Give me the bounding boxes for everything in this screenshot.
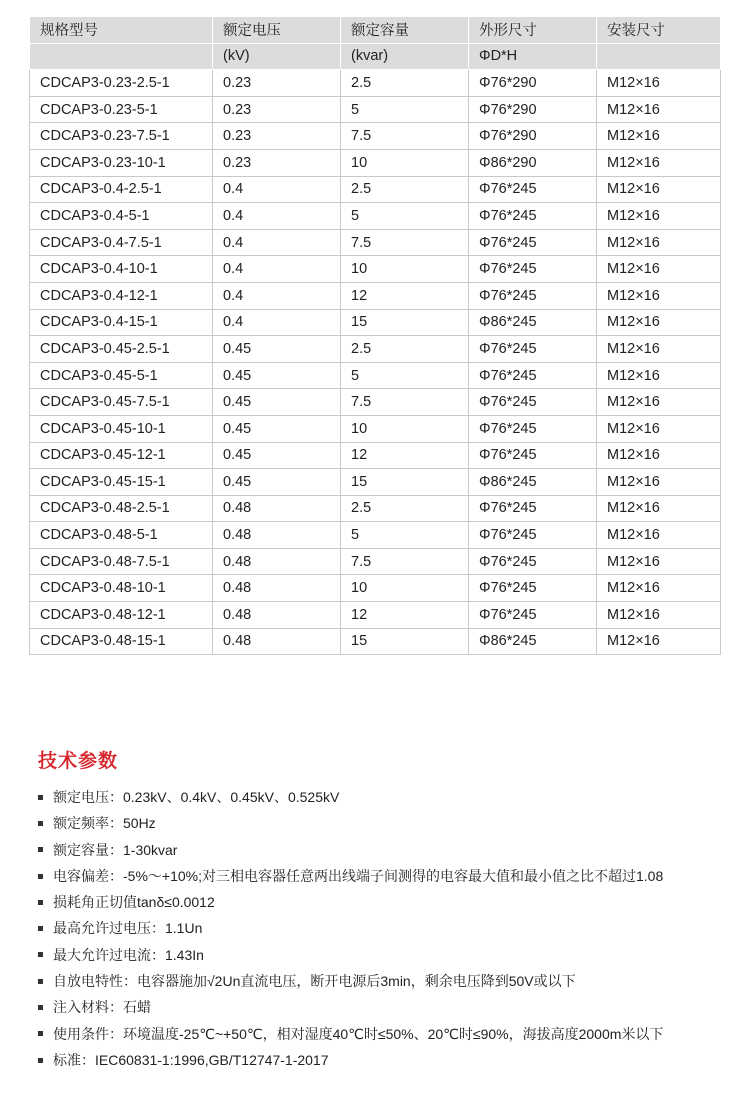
cell-mounting: M12×16 <box>597 176 721 203</box>
cell-capacity: 10 <box>341 575 469 602</box>
cell-dimensions: Φ76*290 <box>469 70 597 97</box>
param-text: 自放电特性：电容器施加√2Un直流电压，断开电源后3min，剩余电压降到50V或以下 <box>53 973 576 990</box>
spec-table-body <box>30 17 721 655</box>
header-cell-voltage: 额定电压 <box>213 17 341 44</box>
cell-model: CDCAP3-0.4-15-1 <box>30 309 213 336</box>
cell-mounting: M12×16 <box>597 548 721 575</box>
cell-voltage: 0.4 <box>213 176 341 203</box>
units-cell-voltage: (kV) <box>213 43 341 70</box>
bullet-icon <box>38 1005 43 1010</box>
cell-model: CDCAP3-0.23-10-1 <box>30 149 213 176</box>
cell-model: CDCAP3-0.45-2.5-1 <box>30 336 213 363</box>
bullet-icon <box>38 900 43 905</box>
cell-model: CDCAP3-0.48-7.5-1 <box>30 548 213 575</box>
cell-model: CDCAP3-0.4-12-1 <box>30 282 213 309</box>
cell-dimensions: Φ76*245 <box>469 203 597 230</box>
cell-voltage: 0.4 <box>213 256 341 283</box>
cell-dimensions: Φ76*245 <box>469 602 597 629</box>
cell-voltage: 0.23 <box>213 123 341 150</box>
param-text: 损耗角正切值tanδ≤0.0012 <box>53 894 215 911</box>
cell-dimensions: Φ76*245 <box>469 362 597 389</box>
list-item <box>38 810 663 836</box>
list-item <box>38 889 663 915</box>
cell-mounting: M12×16 <box>597 362 721 389</box>
units-cell-mounting <box>597 43 721 70</box>
cell-mounting: M12×16 <box>597 469 721 496</box>
cell-model: CDCAP3-0.45-5-1 <box>30 362 213 389</box>
table-row <box>30 282 721 309</box>
cell-voltage: 0.48 <box>213 495 341 522</box>
list-item <box>38 915 663 941</box>
cell-model: CDCAP3-0.23-5-1 <box>30 96 213 123</box>
cell-model: CDCAP3-0.48-5-1 <box>30 522 213 549</box>
cell-voltage: 0.48 <box>213 548 341 575</box>
param-text: 额定频率：50Hz <box>53 815 156 832</box>
cell-capacity: 2.5 <box>341 70 469 97</box>
cell-mounting: M12×16 <box>597 575 721 602</box>
table-row <box>30 548 721 575</box>
cell-mounting: M12×16 <box>597 123 721 150</box>
cell-voltage: 0.48 <box>213 575 341 602</box>
cell-voltage: 0.45 <box>213 415 341 442</box>
table-units-row <box>30 43 721 70</box>
cell-model: CDCAP3-0.23-2.5-1 <box>30 70 213 97</box>
cell-capacity: 12 <box>341 442 469 469</box>
cell-mounting: M12×16 <box>597 602 721 629</box>
bullet-icon <box>38 821 43 826</box>
cell-voltage: 0.23 <box>213 70 341 97</box>
cell-capacity: 7.5 <box>341 389 469 416</box>
table-row <box>30 336 721 363</box>
cell-model: CDCAP3-0.48-2.5-1 <box>30 495 213 522</box>
table-row <box>30 309 721 336</box>
cell-dimensions: Φ86*290 <box>469 149 597 176</box>
spec-table <box>29 16 721 655</box>
table-row <box>30 70 721 97</box>
cell-capacity: 7.5 <box>341 548 469 575</box>
cell-dimensions: Φ76*245 <box>469 442 597 469</box>
cell-dimensions: Φ76*245 <box>469 256 597 283</box>
header-cell-mounting: 安装尺寸 <box>597 17 721 44</box>
cell-capacity: 10 <box>341 415 469 442</box>
cell-capacity: 7.5 <box>341 229 469 256</box>
cell-dimensions: Φ76*245 <box>469 336 597 363</box>
cell-capacity: 5 <box>341 203 469 230</box>
cell-model: CDCAP3-0.4-5-1 <box>30 203 213 230</box>
cell-capacity: 2.5 <box>341 176 469 203</box>
cell-mounting: M12×16 <box>597 149 721 176</box>
table-row <box>30 495 721 522</box>
cell-dimensions: Φ76*290 <box>469 96 597 123</box>
list-item <box>38 837 663 863</box>
cell-dimensions: Φ76*245 <box>469 522 597 549</box>
tech-params-list <box>38 784 663 1073</box>
table-row <box>30 442 721 469</box>
cell-model: CDCAP3-0.45-12-1 <box>30 442 213 469</box>
table-row <box>30 362 721 389</box>
table-row <box>30 575 721 602</box>
list-item <box>38 942 663 968</box>
cell-mounting: M12×16 <box>597 522 721 549</box>
list-item <box>38 1047 663 1073</box>
cell-dimensions: Φ86*245 <box>469 628 597 655</box>
cell-capacity: 15 <box>341 628 469 655</box>
cell-capacity: 12 <box>341 282 469 309</box>
cell-model: CDCAP3-0.4-7.5-1 <box>30 229 213 256</box>
cell-capacity: 10 <box>341 149 469 176</box>
table-row <box>30 176 721 203</box>
table-row <box>30 256 721 283</box>
cell-voltage: 0.45 <box>213 442 341 469</box>
table-row <box>30 522 721 549</box>
cell-model: CDCAP3-0.4-10-1 <box>30 256 213 283</box>
cell-voltage: 0.4 <box>213 229 341 256</box>
cell-mounting: M12×16 <box>597 229 721 256</box>
cell-voltage: 0.4 <box>213 282 341 309</box>
list-item <box>38 1021 663 1047</box>
bullet-icon <box>38 979 43 984</box>
table-row <box>30 415 721 442</box>
bullet-icon <box>38 874 43 879</box>
cell-mounting: M12×16 <box>597 389 721 416</box>
bullet-icon <box>38 1031 43 1036</box>
param-text: 额定电压：0.23kV、0.4kV、0.45kV、0.525kV <box>53 789 340 805</box>
cell-dimensions: Φ76*245 <box>469 229 597 256</box>
cell-mounting: M12×16 <box>597 495 721 522</box>
cell-model: CDCAP3-0.45-15-1 <box>30 469 213 496</box>
param-text: 电容偏差：-5%～+10%;对三相电容器任意两出线端子间测得的电容最大值和最小值之比不超过1.08 <box>53 867 664 884</box>
tech-params-title: 技术参数 <box>38 751 119 772</box>
cell-mounting: M12×16 <box>597 96 721 123</box>
list-item <box>38 994 663 1020</box>
table-header-row <box>30 17 721 44</box>
cell-mounting: M12×16 <box>597 203 721 230</box>
table-row <box>30 96 721 123</box>
param-text: 额定容量：1-30kvar <box>53 841 178 858</box>
cell-capacity: 12 <box>341 602 469 629</box>
cell-dimensions: Φ76*245 <box>469 575 597 602</box>
table-row <box>30 149 721 176</box>
cell-capacity: 7.5 <box>341 123 469 150</box>
cell-voltage: 0.48 <box>213 628 341 655</box>
units-cell-capacity: (kvar) <box>341 43 469 70</box>
cell-model: CDCAP3-0.23-7.5-1 <box>30 123 213 150</box>
cell-voltage: 0.23 <box>213 149 341 176</box>
bullet-icon <box>38 952 43 957</box>
cell-dimensions: Φ86*245 <box>469 469 597 496</box>
table-row <box>30 389 721 416</box>
cell-dimensions: Φ76*245 <box>469 548 597 575</box>
cell-capacity: 5 <box>341 96 469 123</box>
param-text: 使用条件：环境温度-25℃~+50℃，相对湿度40℃时≤50%、20℃时≤90%，海拔高度2000m米以下 <box>53 1025 664 1042</box>
cell-mounting: M12×16 <box>597 415 721 442</box>
cell-mounting: M12×16 <box>597 282 721 309</box>
bullet-icon <box>38 847 43 852</box>
cell-voltage: 0.4 <box>213 309 341 336</box>
cell-capacity: 10 <box>341 256 469 283</box>
list-item <box>38 968 663 994</box>
cell-mounting: M12×16 <box>597 442 721 469</box>
units-cell-model <box>30 43 213 70</box>
cell-capacity: 2.5 <box>341 336 469 363</box>
list-item <box>38 863 663 889</box>
units-cell-dimensions: ΦD*H <box>469 43 597 70</box>
cell-model: CDCAP3-0.4-2.5-1 <box>30 176 213 203</box>
cell-model: CDCAP3-0.45-7.5-1 <box>30 389 213 416</box>
table-row <box>30 203 721 230</box>
cell-dimensions: Φ76*245 <box>469 176 597 203</box>
cell-voltage: 0.45 <box>213 362 341 389</box>
header-cell-model: 规格型号 <box>30 17 213 44</box>
param-text: 最高允许过电压：1.1Un <box>53 920 203 937</box>
cell-mounting: M12×16 <box>597 628 721 655</box>
cell-mounting: M12×16 <box>597 256 721 283</box>
cell-voltage: 0.45 <box>213 469 341 496</box>
param-text: 标准：IEC60831-1:1996,GB/T12747-1-2017 <box>53 1051 329 1068</box>
cell-voltage: 0.48 <box>213 522 341 549</box>
param-text: 注入材料：石蜡 <box>53 999 151 1016</box>
table-row <box>30 229 721 256</box>
cell-voltage: 0.45 <box>213 336 341 363</box>
cell-model: CDCAP3-0.48-15-1 <box>30 628 213 655</box>
cell-voltage: 0.45 <box>213 389 341 416</box>
cell-model: CDCAP3-0.48-10-1 <box>30 575 213 602</box>
cell-dimensions: Φ76*245 <box>469 282 597 309</box>
table-row <box>30 628 721 655</box>
table-row <box>30 469 721 496</box>
cell-voltage: 0.48 <box>213 602 341 629</box>
cell-dimensions: Φ86*245 <box>469 309 597 336</box>
cell-mounting: M12×16 <box>597 336 721 363</box>
bullet-icon <box>38 926 43 931</box>
cell-mounting: M12×16 <box>597 70 721 97</box>
cell-model: CDCAP3-0.45-10-1 <box>30 415 213 442</box>
cell-voltage: 0.4 <box>213 203 341 230</box>
cell-capacity: 5 <box>341 522 469 549</box>
cell-capacity: 15 <box>341 309 469 336</box>
cell-model: CDCAP3-0.48-12-1 <box>30 602 213 629</box>
bullet-icon <box>38 1058 43 1063</box>
cell-dimensions: Φ76*290 <box>469 123 597 150</box>
cell-dimensions: Φ76*245 <box>469 389 597 416</box>
cell-capacity: 2.5 <box>341 495 469 522</box>
cell-voltage: 0.23 <box>213 96 341 123</box>
header-cell-dimensions: 外形尺寸 <box>469 17 597 44</box>
cell-capacity: 15 <box>341 469 469 496</box>
cell-capacity: 5 <box>341 362 469 389</box>
cell-dimensions: Φ76*245 <box>469 495 597 522</box>
param-text: 最大允许过电流：1.43In <box>53 946 204 963</box>
bullet-icon <box>38 795 43 800</box>
table-row <box>30 602 721 629</box>
cell-mounting: M12×16 <box>597 309 721 336</box>
list-item <box>38 784 663 810</box>
header-cell-capacity: 额定容量 <box>341 17 469 44</box>
table-row <box>30 123 721 150</box>
cell-dimensions: Φ76*245 <box>469 415 597 442</box>
